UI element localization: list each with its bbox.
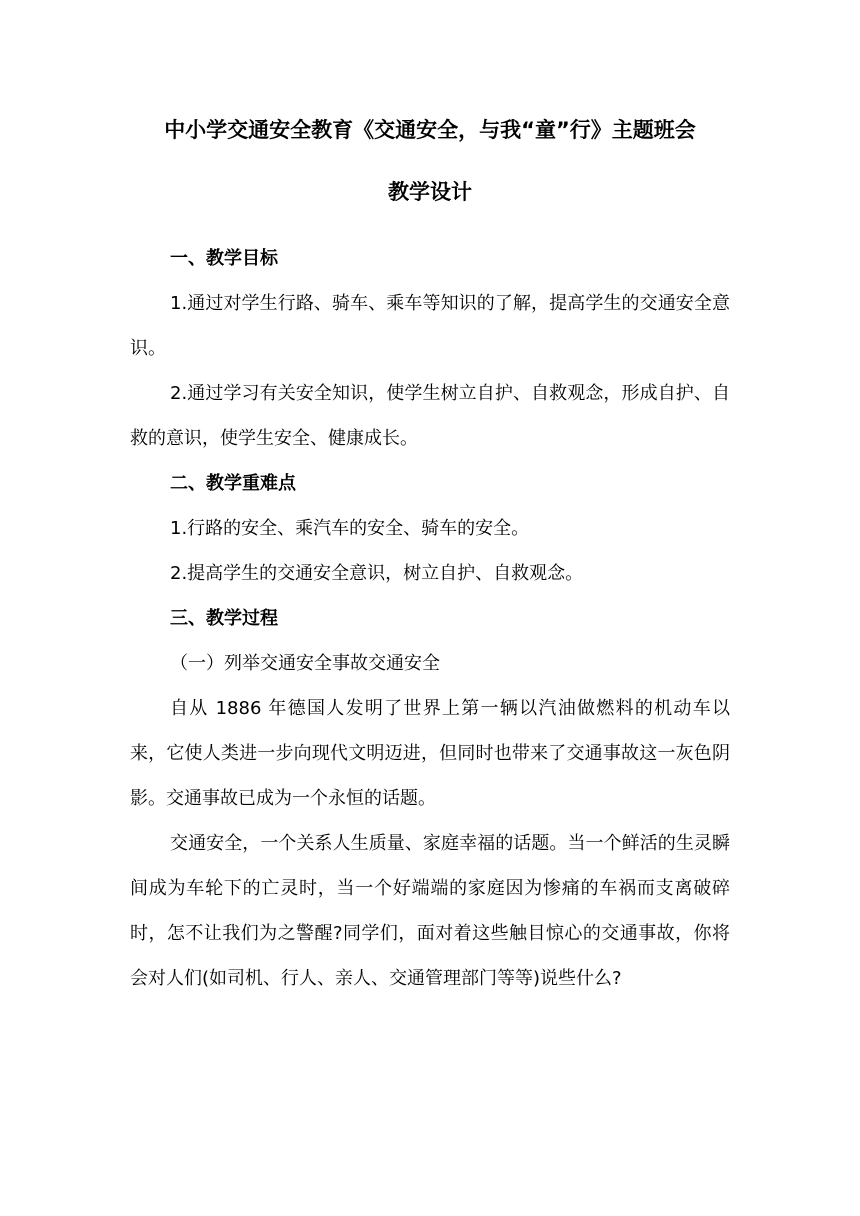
document-title-line1: 中小学交通安全教育《交通安全，与我“童”行》主题班会 [164, 118, 696, 142]
paragraph-process-subheading: （一）列举交通安全事故交通安全 [170, 653, 440, 674]
paragraph-objective-1: 1.通过对学生行路、骑车、乘车等知识的了解，提高学生的交通安全意识。 [130, 293, 730, 359]
document-title-line2: 教学设计 [388, 180, 472, 204]
section-heading-key-points: 二、教学重难点 [170, 473, 296, 494]
paragraph-key-point-2: 2.提高学生的交通安全意识，树立自护、自救观念。 [170, 563, 584, 584]
section-heading-process: 三、教学过程 [170, 608, 278, 629]
paragraph-process-discussion: 交通安全，一个关系人生质量、家庭幸福的话题。当一个鲜活的生灵瞬间成为车轮下的亡灵时，当一个好端端的家庭因为惨痛的车祸而支离破碎时，怎不让我们为之警醒?同学们，面对着这些触目惊心的交通事故，你将会对人们(如司机、行人、亲人、交通管理部门等等)说些什么? [130, 833, 730, 989]
section-heading-objectives: 一、教学目标 [170, 248, 278, 269]
document-body [130, 236, 730, 1001]
paragraph-objective-2: 2.通过学习有关安全知识，使学生树立自护、自救观念，形成自护、自救的意识，使学生安全、健康成长。 [130, 383, 730, 449]
paragraph-key-point-1: 1.行路的安全、乘汽车的安全、骑车的安全。 [170, 518, 530, 539]
paragraph-process-history: 自从 1886 年德国人发明了世界上第一辆以汽油做燃料的机动车以来，它使人类进一步向现代文明迈进，但同时也带来了交通事故这一灰色阴影。交通事故已成为一个永恒的话题。 [130, 698, 730, 809]
